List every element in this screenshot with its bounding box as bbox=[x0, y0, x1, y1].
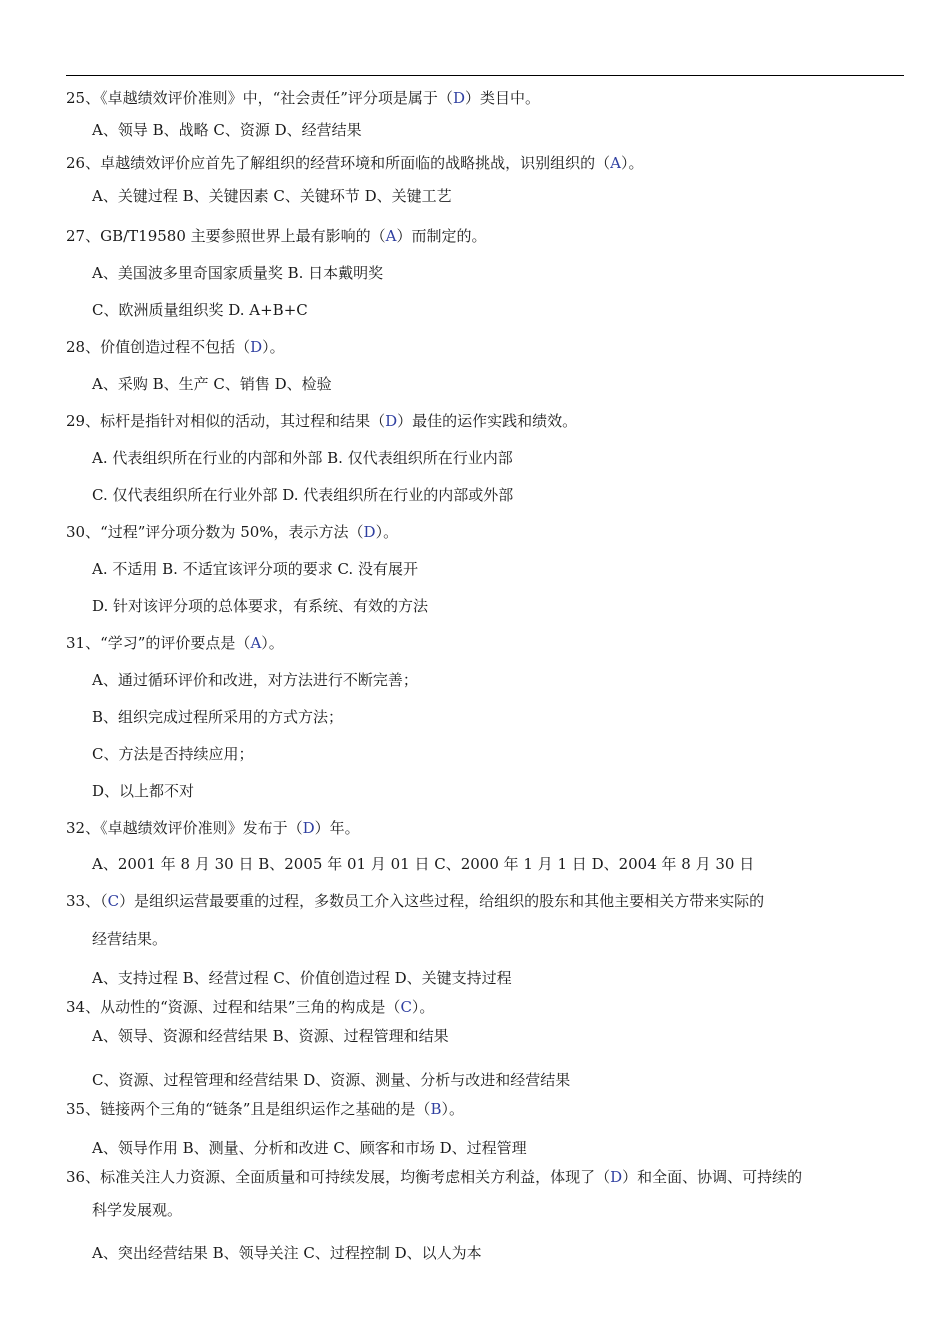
question-33-continued: 经营结果。 bbox=[92, 930, 168, 948]
answer: C bbox=[400, 998, 412, 1016]
answer: A bbox=[250, 634, 262, 652]
question-27: 27、GB/T19580 主要参照世界上最有影响的（A）而制定的。 bbox=[66, 227, 487, 245]
question-34: 34、从动性的“资源、过程和结果”三角的构成是（C）。 bbox=[66, 998, 435, 1016]
options-34-a: A、领导、资源和经营结果 B、资源、过程管理和结果 bbox=[92, 1027, 449, 1045]
options-31-a: A、通过循环评价和改进，对方法进行不断完善； bbox=[92, 671, 418, 689]
options-31-b: B、组织完成过程所采用的方式方法； bbox=[92, 708, 344, 726]
options-30-a: A. 不适用 B. 不适宜该评分项的要求 C. 没有展开 bbox=[92, 560, 418, 578]
answer: D bbox=[452, 89, 465, 107]
answer: D bbox=[302, 819, 315, 837]
options-26: A、关键过程 B、关键因素 C、关键环节 D、关键工艺 bbox=[92, 187, 452, 205]
options-31-d: D、以上都不对 bbox=[92, 782, 195, 800]
options-33: A、支持过程 B、经营过程 C、价值创造过程 D、关键支持过程 bbox=[92, 969, 512, 987]
options-30-b: D. 针对该评分项的总体要求，有系统、有效的方法 bbox=[92, 597, 429, 615]
answer: D bbox=[363, 523, 376, 541]
options-34-b: C、资源、过程管理和经营结果 D、资源、测量、分析与改进和经营结果 bbox=[92, 1071, 571, 1089]
answer: A bbox=[610, 154, 621, 172]
answer: B bbox=[430, 1100, 442, 1118]
question-29: 29、标杆是指针对相似的活动，其过程和结果（D）最佳的运作实践和绩效。 bbox=[66, 412, 578, 430]
answer: D bbox=[385, 412, 398, 430]
options-31-c: C、方法是否持续应用； bbox=[92, 745, 254, 763]
question-31: 31、“学习”的评价要点是（A）。 bbox=[66, 634, 284, 652]
question-36-continued: 科学发展观。 bbox=[92, 1201, 183, 1219]
options-35: A、领导作用 B、测量、分析和改进 C、顾客和市场 D、过程管理 bbox=[92, 1139, 527, 1157]
options-36: A、突出经营结果 B、领导关注 C、过程控制 D、以人为本 bbox=[92, 1244, 482, 1262]
question-25: 25、《卓越绩效评价准则》中，“社会责任”评分项是属于（D）类目中。 bbox=[66, 89, 540, 107]
options-25: A、领导 B、战略 C、资源 D、经营结果 bbox=[92, 121, 362, 139]
answer: D bbox=[250, 338, 263, 356]
question-28: 28、价值创造过程不包括（D）。 bbox=[66, 338, 285, 356]
header-rule bbox=[66, 75, 904, 76]
options-27-a: A、美国波多里奇国家质量奖 B. 日本戴明奖 bbox=[92, 264, 384, 282]
answer: D bbox=[610, 1168, 623, 1186]
options-28: A、采购 B、生产 C、销售 D、检验 bbox=[92, 375, 332, 393]
question-32: 32、《卓越绩效评价准则》发布于（D）年。 bbox=[66, 819, 360, 837]
question-36: 36、标准关注人力资源、全面质量和可持续发展，均衡考虑相关方利益，体现了（D）和全面、协调、可持续的 bbox=[66, 1168, 803, 1186]
question-30: 30、“过程”评分项分数为 50%，表示方法（D）。 bbox=[66, 523, 399, 541]
question-33: 33、（C）是组织运营最要重的过程，多数员工介入这些过程，给组织的股东和其他主要相关方带来实际的 bbox=[66, 892, 765, 910]
answer: C bbox=[107, 892, 120, 910]
question-26: 26、卓越绩效评价应首先了解组织的经营环境和所面临的战略挑战，识别组织的（A）。 bbox=[66, 154, 644, 172]
options-32: A、2001 年 8 月 30 日 B、2005 年 01 月 01 日 C、2000 年 1 月 1 日 D、2004 年 8 月 30 日 bbox=[92, 855, 755, 873]
question-35: 35、链接两个三角的“链条”且是组织运作之基础的是（B）。 bbox=[66, 1100, 464, 1118]
options-27-b: C、欧洲质量组织奖 D. A+B+C bbox=[92, 301, 308, 319]
answer: A bbox=[385, 227, 397, 245]
options-29-a: A. 代表组织所在行业的内部和外部 B. 仅代表组织所在行业内部 bbox=[92, 449, 513, 467]
options-29-b: C. 仅代表组织所在行业外部 D. 代表组织所在行业的内部或外部 bbox=[92, 486, 514, 504]
